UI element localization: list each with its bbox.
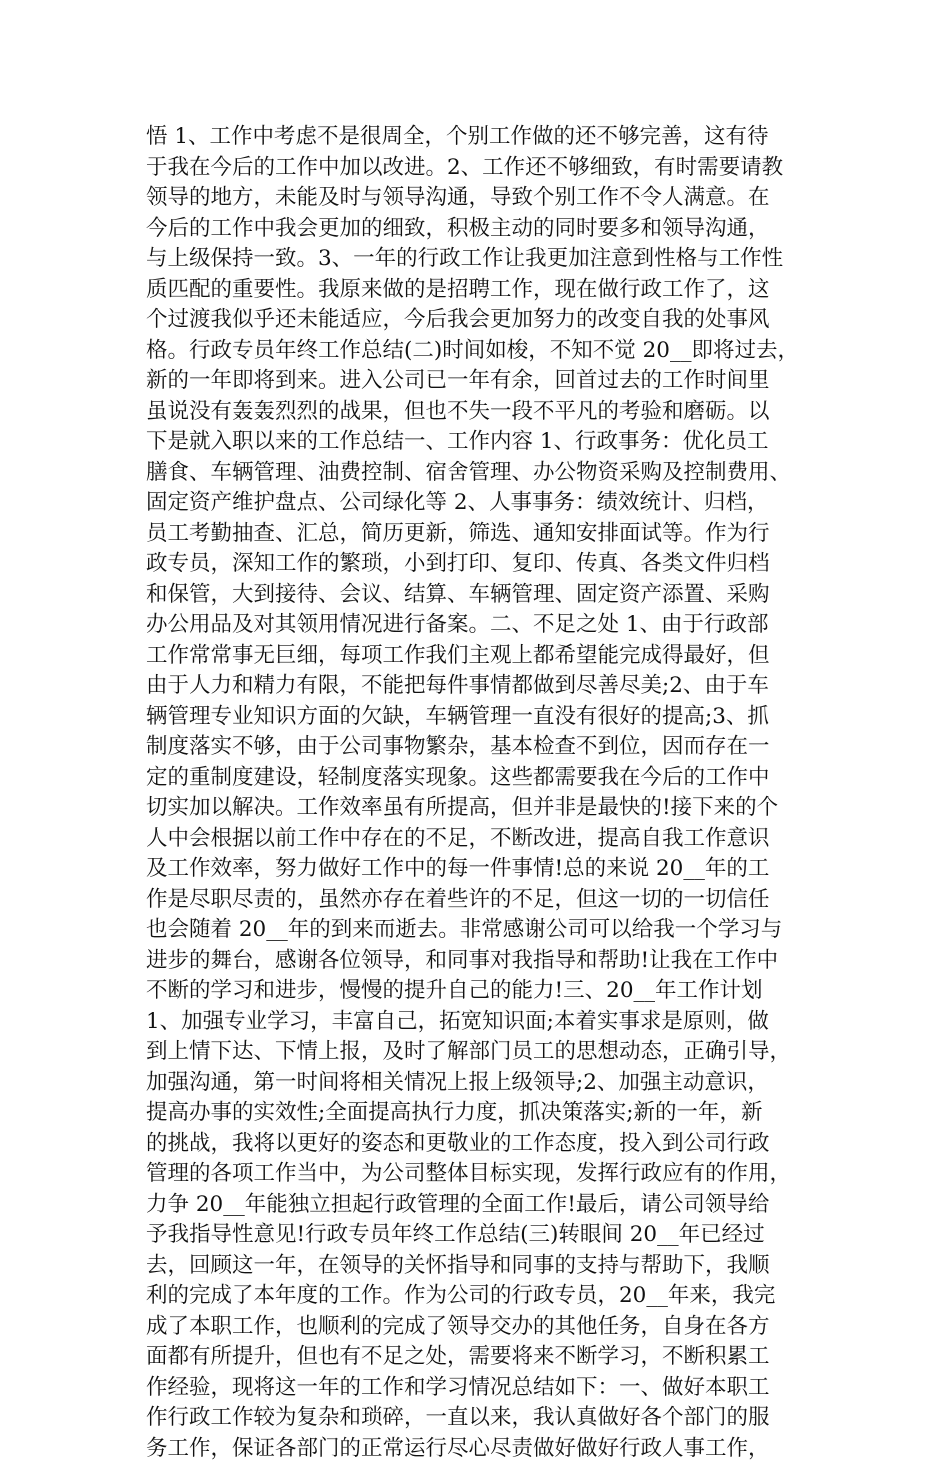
text-line: 及工作效率，努力做好工作中的每一件事情!总的来说 20__年的工: [146, 854, 826, 885]
text-line: 虽说没有轰轰烈烈的战果，但也不失一段不平凡的考验和磨砺。以: [146, 397, 826, 428]
text-line: 新的一年即将到来。进入公司已一年有余，回首过去的工作时间里: [146, 366, 826, 397]
text-line: 提高办事的实效性;全面提高执行力度，抓决策落实;新的一年，新: [146, 1098, 826, 1129]
text-line: 力争 20__年能独立担起行政管理的全面工作!最后，请公司领导给: [146, 1190, 826, 1221]
text-line: 务工作，保证各部门的正常运行尽心尽责做好做好行政人事工作，: [146, 1434, 826, 1464]
text-line: 质匹配的重要性。我原来做的是招聘工作，现在做行政工作了，这: [146, 275, 826, 306]
text-line: 于我在今后的工作中加以改进。2、工作还不够细致，有时需要请教: [146, 153, 826, 184]
text-line: 到上情下达、下情上报，及时了解部门员工的思想动态，正确引导，: [146, 1037, 826, 1068]
text-line: 人中会根据以前工作中存在的不足，不断改进，提高自我工作意识: [146, 824, 826, 855]
text-line: 成了本职工作，也顺利的完成了领导交办的其他任务，自身在各方: [146, 1312, 826, 1343]
text-line: 制度落实不够，由于公司事物繁杂，基本检查不到位，因而存在一: [146, 732, 826, 763]
text-line: 下是就入职以来的工作总结一、工作内容 1、行政事务：优化员工: [146, 427, 826, 458]
text-line: 作经验，现将这一年的工作和学习情况总结如下：一、做好本职工: [146, 1373, 826, 1404]
text-line: 领导的地方，未能及时与领导沟通，导致个别工作不令人满意。在: [146, 183, 826, 214]
text-line: 定的重制度建设，轻制度落实现象。这些都需要我在今后的工作中: [146, 763, 826, 794]
text-line: 作是尽职尽责的，虽然亦存在着些许的不足，但这一切的一切信任: [146, 885, 826, 916]
text-line: 进步的舞台，感谢各位领导，和同事对我指导和帮助!让我在工作中: [146, 946, 826, 977]
text-line: 个过渡我似乎还未能适应，今后我会更加努力的改变自我的处事风: [146, 305, 826, 336]
text-line: 办公用品及对其领用情况进行备案。二、不足之处 1、由于行政部: [146, 610, 826, 641]
text-line: 膳食、车辆管理、油费控制、宿舍管理、办公物资采购及控制费用、: [146, 458, 826, 489]
text-line: 也会随着 20__年的到来而逝去。非常感谢公司可以给我一个学习与: [146, 915, 826, 946]
text-line: 1、加强专业学习，丰富自己，拓宽知识面;本着实事求是原则，做: [146, 1007, 826, 1038]
text-line: 予我指导性意见!行政专员年终工作总结(三)转眼间 20__年已经过: [146, 1220, 826, 1251]
body-text: [146, 122, 826, 1464]
text-line: 固定资产维护盘点、公司绿化等 2、人事事务：绩效统计、归档，: [146, 488, 826, 519]
text-line: 去，回顾这一年，在领导的关怀指导和同事的支持与帮助下，我顺: [146, 1251, 826, 1282]
text-line: 面都有所提升，但也有不足之处，需要将来不断学习，不断积累工: [146, 1342, 826, 1373]
text-line: 与上级保持一致。3、一年的行政工作让我更加注意到性格与工作性: [146, 244, 826, 275]
text-line: 管理的各项工作当中，为公司整体目标实现，发挥行政应有的作用，: [146, 1159, 826, 1190]
text-line: 作行政工作较为复杂和琐碎，一直以来，我认真做好各个部门的服: [146, 1403, 826, 1434]
text-line: 加强沟通，第一时间将相关情况上报上级领导;2、加强主动意识，: [146, 1068, 826, 1099]
text-line: 和保管，大到接待、会议、结算、车辆管理、固定资产添置、采购: [146, 580, 826, 611]
text-line: 今后的工作中我会更加的细致，积极主动的同时要多和领导沟通，: [146, 214, 826, 245]
text-line: 切实加以解决。工作效率虽有所提高，但并非是最快的!接下来的个: [146, 793, 826, 824]
text-line: 利的完成了本年度的工作。作为公司的行政专员，20__年来，我完: [146, 1281, 826, 1312]
text-line: 的挑战，我将以更好的姿态和更敬业的工作态度，投入到公司行政: [146, 1129, 826, 1160]
text-line: 不断的学习和进步，慢慢的提升自己的能力!三、20__年工作计划: [146, 976, 826, 1007]
text-line: 工作常常事无巨细，每项工作我们主观上都希望能完成得最好，但: [146, 641, 826, 672]
text-line: 悟 1、工作中考虑不是很周全，个别工作做的还不够完善，这有待: [146, 122, 826, 153]
text-line: 员工考勤抽查、汇总，简历更新，筛选、通知安排面试等。作为行: [146, 519, 826, 550]
text-line: 政专员，深知工作的繁琐，小到打印、复印、传真、各类文件归档: [146, 549, 826, 580]
text-line: 由于人力和精力有限，不能把每件事情都做到尽善尽美;2、由于车: [146, 671, 826, 702]
text-line: 格。行政专员年终工作总结(二)时间如梭，不知不觉 20__即将过去，: [146, 336, 826, 367]
text-line: 辆管理专业知识方面的欠缺，车辆管理一直没有很好的提高;3、抓: [146, 702, 826, 733]
